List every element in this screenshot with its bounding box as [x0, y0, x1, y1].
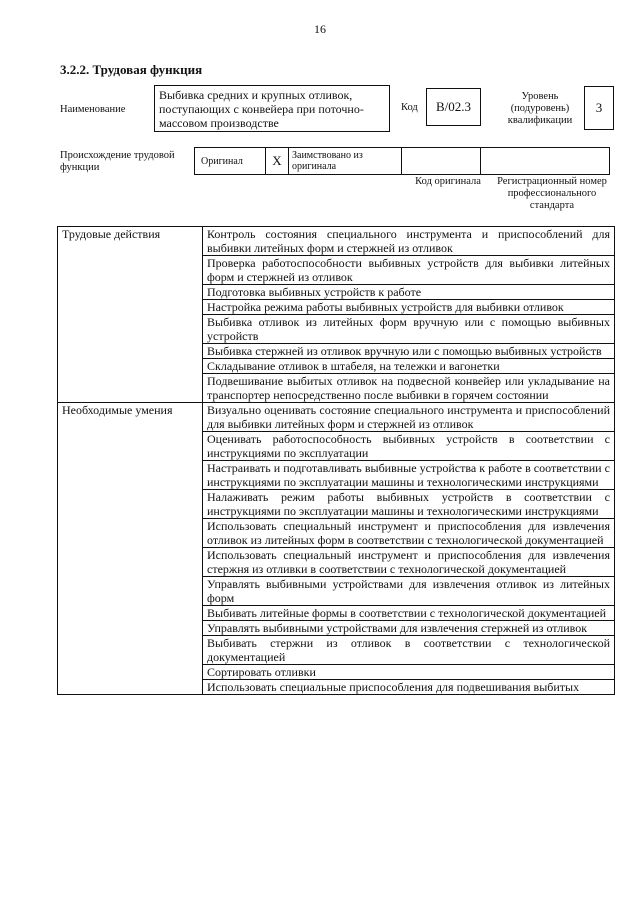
item-cell: Визуально оценивать состояние специального инструмента и приспособлений для выбивки литейных форм и стержней из отливок	[203, 403, 615, 432]
item-cell: Оценивать работоспособность выбивных устройств в соответствии с инструкциями по эксплуатации	[203, 432, 615, 461]
code-label: Код	[401, 102, 418, 113]
name-label: Наименование	[60, 104, 126, 115]
page-number: 16	[314, 22, 326, 36]
borrowed-cell: Заимствовано из оригинала	[288, 147, 402, 175]
section-title: 3.2.2. Трудовая функция	[60, 62, 203, 77]
reg-number-cell	[480, 147, 610, 175]
item-cell: Выбивать стержни из отливок в соответствии с технологической документацией	[203, 636, 615, 665]
item-cell: Подвешивание выбитых отливок на подвесной конвейер или укладывание на транспортер непосредственно после выбивки в горячем состоянии	[203, 374, 615, 403]
item-cell: Контроль состояния специального инструмента и приспособлений для выбивки литейных форм и стержней из отливок	[203, 227, 615, 256]
item-cell: Выбивка стержней из отливок вручную или с помощью выбивных устройств	[203, 344, 615, 359]
item-cell: Настраивать и подготавливать выбивные устройства к работе в соответствии с инструкциями по эксплуатации машины и технологическими инструкциями	[203, 461, 615, 490]
reg-caption: Регистрационный номер профессионального стандарта	[497, 176, 607, 211]
item-cell: Использовать специальный инструмент и приспособления для извлечения отливок из литейных форм в соответствии с технологической документацией	[203, 519, 615, 548]
name-value: Выбивка средних и крупных отливок, поступающих с конвейера при поточно-массовом производстве	[154, 85, 390, 132]
item-cell: Складывание отливок в штабеля, на тележки и вагонетки	[203, 359, 615, 374]
original-code-cell	[401, 147, 481, 175]
item-cell: Сортировать отливки	[203, 665, 615, 680]
item-cell: Настройка режима работы выбивных устройств для выбивки отливок	[203, 300, 615, 315]
original-cell: Оригинал	[194, 147, 266, 175]
origin-label: Происхождение трудовой функции	[60, 150, 175, 173]
item-cell: Выбивка отливок из литейных форм вручную или с помощью выбивных устройств	[203, 315, 615, 344]
level-value: 3	[584, 86, 614, 130]
item-cell: Проверка работоспособности выбивных устройств для выбивки литейных форм и стержней из отливок	[203, 256, 615, 285]
code-caption: Код оригинала	[415, 176, 481, 187]
item-cell: Налаживать режим работы выбивных устройств в соответствии с инструкциями по эксплуатации машины и технологическими инструкциями	[203, 490, 615, 519]
item-cell: Подготовка выбивных устройств к работе	[203, 285, 615, 300]
category-cell: Необходимые умения	[58, 403, 203, 695]
item-cell: Выбивать литейные формы в соответствии с технологической документацией	[203, 606, 615, 621]
table-row	[58, 403, 615, 432]
code-value: В/02.3	[426, 88, 481, 126]
function-table	[57, 226, 615, 695]
level-label: Уровень (подуровень) квалификации	[507, 91, 573, 126]
original-mark: X	[265, 147, 289, 175]
item-cell: Использовать специальные приспособления для подвешивания выбитых	[203, 680, 615, 695]
origin-row	[195, 147, 613, 175]
category-cell: Трудовые действия	[58, 227, 203, 403]
item-cell: Управлять выбивными устройствами для извлечения стержней из отливок	[203, 621, 615, 636]
item-cell: Управлять выбивными устройствами для извлечения отливок из литейных форм	[203, 577, 615, 606]
table-row	[58, 227, 615, 256]
item-cell: Использовать специальный инструмент и приспособления для извлечения стержня из отливки в соответствии с технологической документацией	[203, 548, 615, 577]
